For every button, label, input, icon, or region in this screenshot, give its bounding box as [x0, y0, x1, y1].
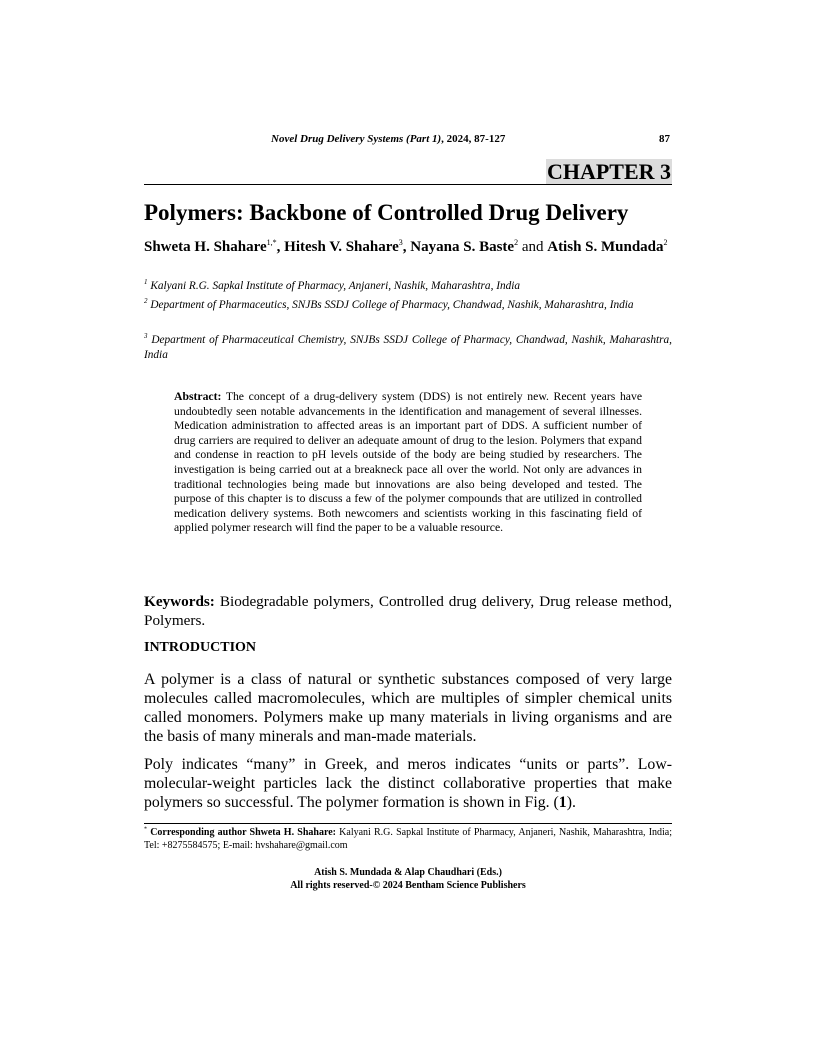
abstract-text: The concept of a drug-delivery system (DDS) is not entirely new. Recent years have undoubtedly seen notable advancements in the identification and management of several illnesses. Medication administration to affected areas is an important part of DDS. A sufficient number of drug carriers are required to deliver an adequate amount of drug to the lesion. Polymers that expand and condense in reaction to pH levels outside of the body are being studied by researchers. The investigation is being carried out at a breakneck pace all over the world. Not only are advances in traditional technologies being made but innovations are also being developed and tested. The purpose of this chapter is to discuss a few of the polymer compounds that are utilized in controlled medication delivery systems. Both newcomers and scientists working in this fascinating field of applied polymer research will find the paper to be a valuable resource.: [174, 390, 643, 535]
footnote-text: Kalyani R.G. Sapkal Institute of Pharmacy, Anjaneri, Nashik, Maharashtra, India; Tel: +8275584575; E-mail: hvshahare@gmail.com: [144, 827, 673, 851]
affiliation-mark: 1: [144, 278, 148, 287]
abstract-label: Abstract:: [174, 390, 222, 403]
figure-reference[interactable]: 1: [558, 794, 567, 811]
corresponding-author-footnote: [144, 826, 672, 852]
author-name: Hitesh V. Shahare: [284, 239, 399, 255]
page-number: 87: [659, 133, 670, 145]
keywords: [144, 592, 672, 630]
chapter-label: CHAPTER 3: [546, 159, 671, 184]
chapter-title: Polymers: Backbone of Controlled Drug Delivery: [144, 200, 629, 225]
section-heading: INTRODUCTION: [144, 640, 257, 655]
author-name: Nayana S. Baste: [410, 239, 515, 255]
author-affiliation-mark: 1,*: [266, 238, 277, 247]
author-name: Atish S. Mundada: [547, 239, 664, 255]
author-affiliation-mark: 3: [398, 238, 403, 247]
journal-volume-pages: , 2024, 87-127: [441, 133, 506, 145]
author-separator: ,: [402, 239, 411, 255]
running-header: [144, 133, 672, 149]
footnote-rule: [144, 823, 672, 824]
editors-line: Atish S. Mundada & Alap Chaudhari (Eds.): [314, 867, 502, 878]
journal-title: Novel Drug Delivery Systems (Part 1): [271, 133, 442, 145]
footnote-label: Corresponding author Shweta H. Shahare:: [150, 827, 336, 838]
author-list: [144, 238, 672, 256]
keywords-label: Keywords:: [144, 593, 215, 610]
publisher-block: [144, 866, 672, 892]
affiliation-mark: 3: [144, 332, 148, 341]
paragraph-text-end: ).: [566, 794, 576, 811]
footnote-mark: *: [144, 826, 147, 833]
author-affiliation-mark: 2: [514, 238, 519, 247]
affiliation: [144, 279, 672, 294]
copyright-line: All rights reserved-© 2024 Bentham Science Publishers: [290, 880, 526, 891]
journal-citation: [271, 133, 505, 145]
affiliation-text: Kalyani R.G. Sapkal Institute of Pharmacy, Anjaneri, Nashik, Maharashtra, India: [150, 280, 521, 292]
affiliation-text: Department of Pharmaceutics, SNJBs SSDJ College of Pharmacy, Chandwad, Nashik, Maharashtra, India: [150, 299, 634, 311]
paragraph-text: Poly indicates “many” in Greek, and meros indicates “units or parts”. Low-molecular-weight particles lack the distinct collaborative properties that make polymers so successful. The polymer formation is shown in Fig. (: [144, 756, 672, 811]
chapter-rule: [144, 184, 672, 185]
affiliation: [144, 298, 672, 313]
body-paragraph: [144, 755, 672, 812]
body-paragraph: A polymer is a class of natural or synthetic substances composed of very large molecules called macromolecules, which are multiples of simpler chemical units called monomers. Polymers make up many materials in living organisms and are the basis of many minerals and man-made materials.: [144, 671, 672, 745]
author-affiliation-mark: 2: [663, 238, 668, 247]
author-name: Shweta H. Shahare: [144, 239, 267, 255]
affiliation: [144, 333, 672, 363]
abstract: [174, 390, 642, 536]
author-separator: ,: [276, 239, 285, 255]
affiliation-text: Department of Pharmaceutical Chemistry, SNJBs SSDJ College of Pharmacy, Chandwad, Nashik, Maharashtra, India: [144, 334, 673, 361]
author-separator: and: [518, 239, 548, 255]
affiliation-mark: 2: [144, 297, 148, 306]
keywords-text: Biodegradable polymers, Controlled drug delivery, Drug release method, Polymers.: [144, 593, 673, 629]
